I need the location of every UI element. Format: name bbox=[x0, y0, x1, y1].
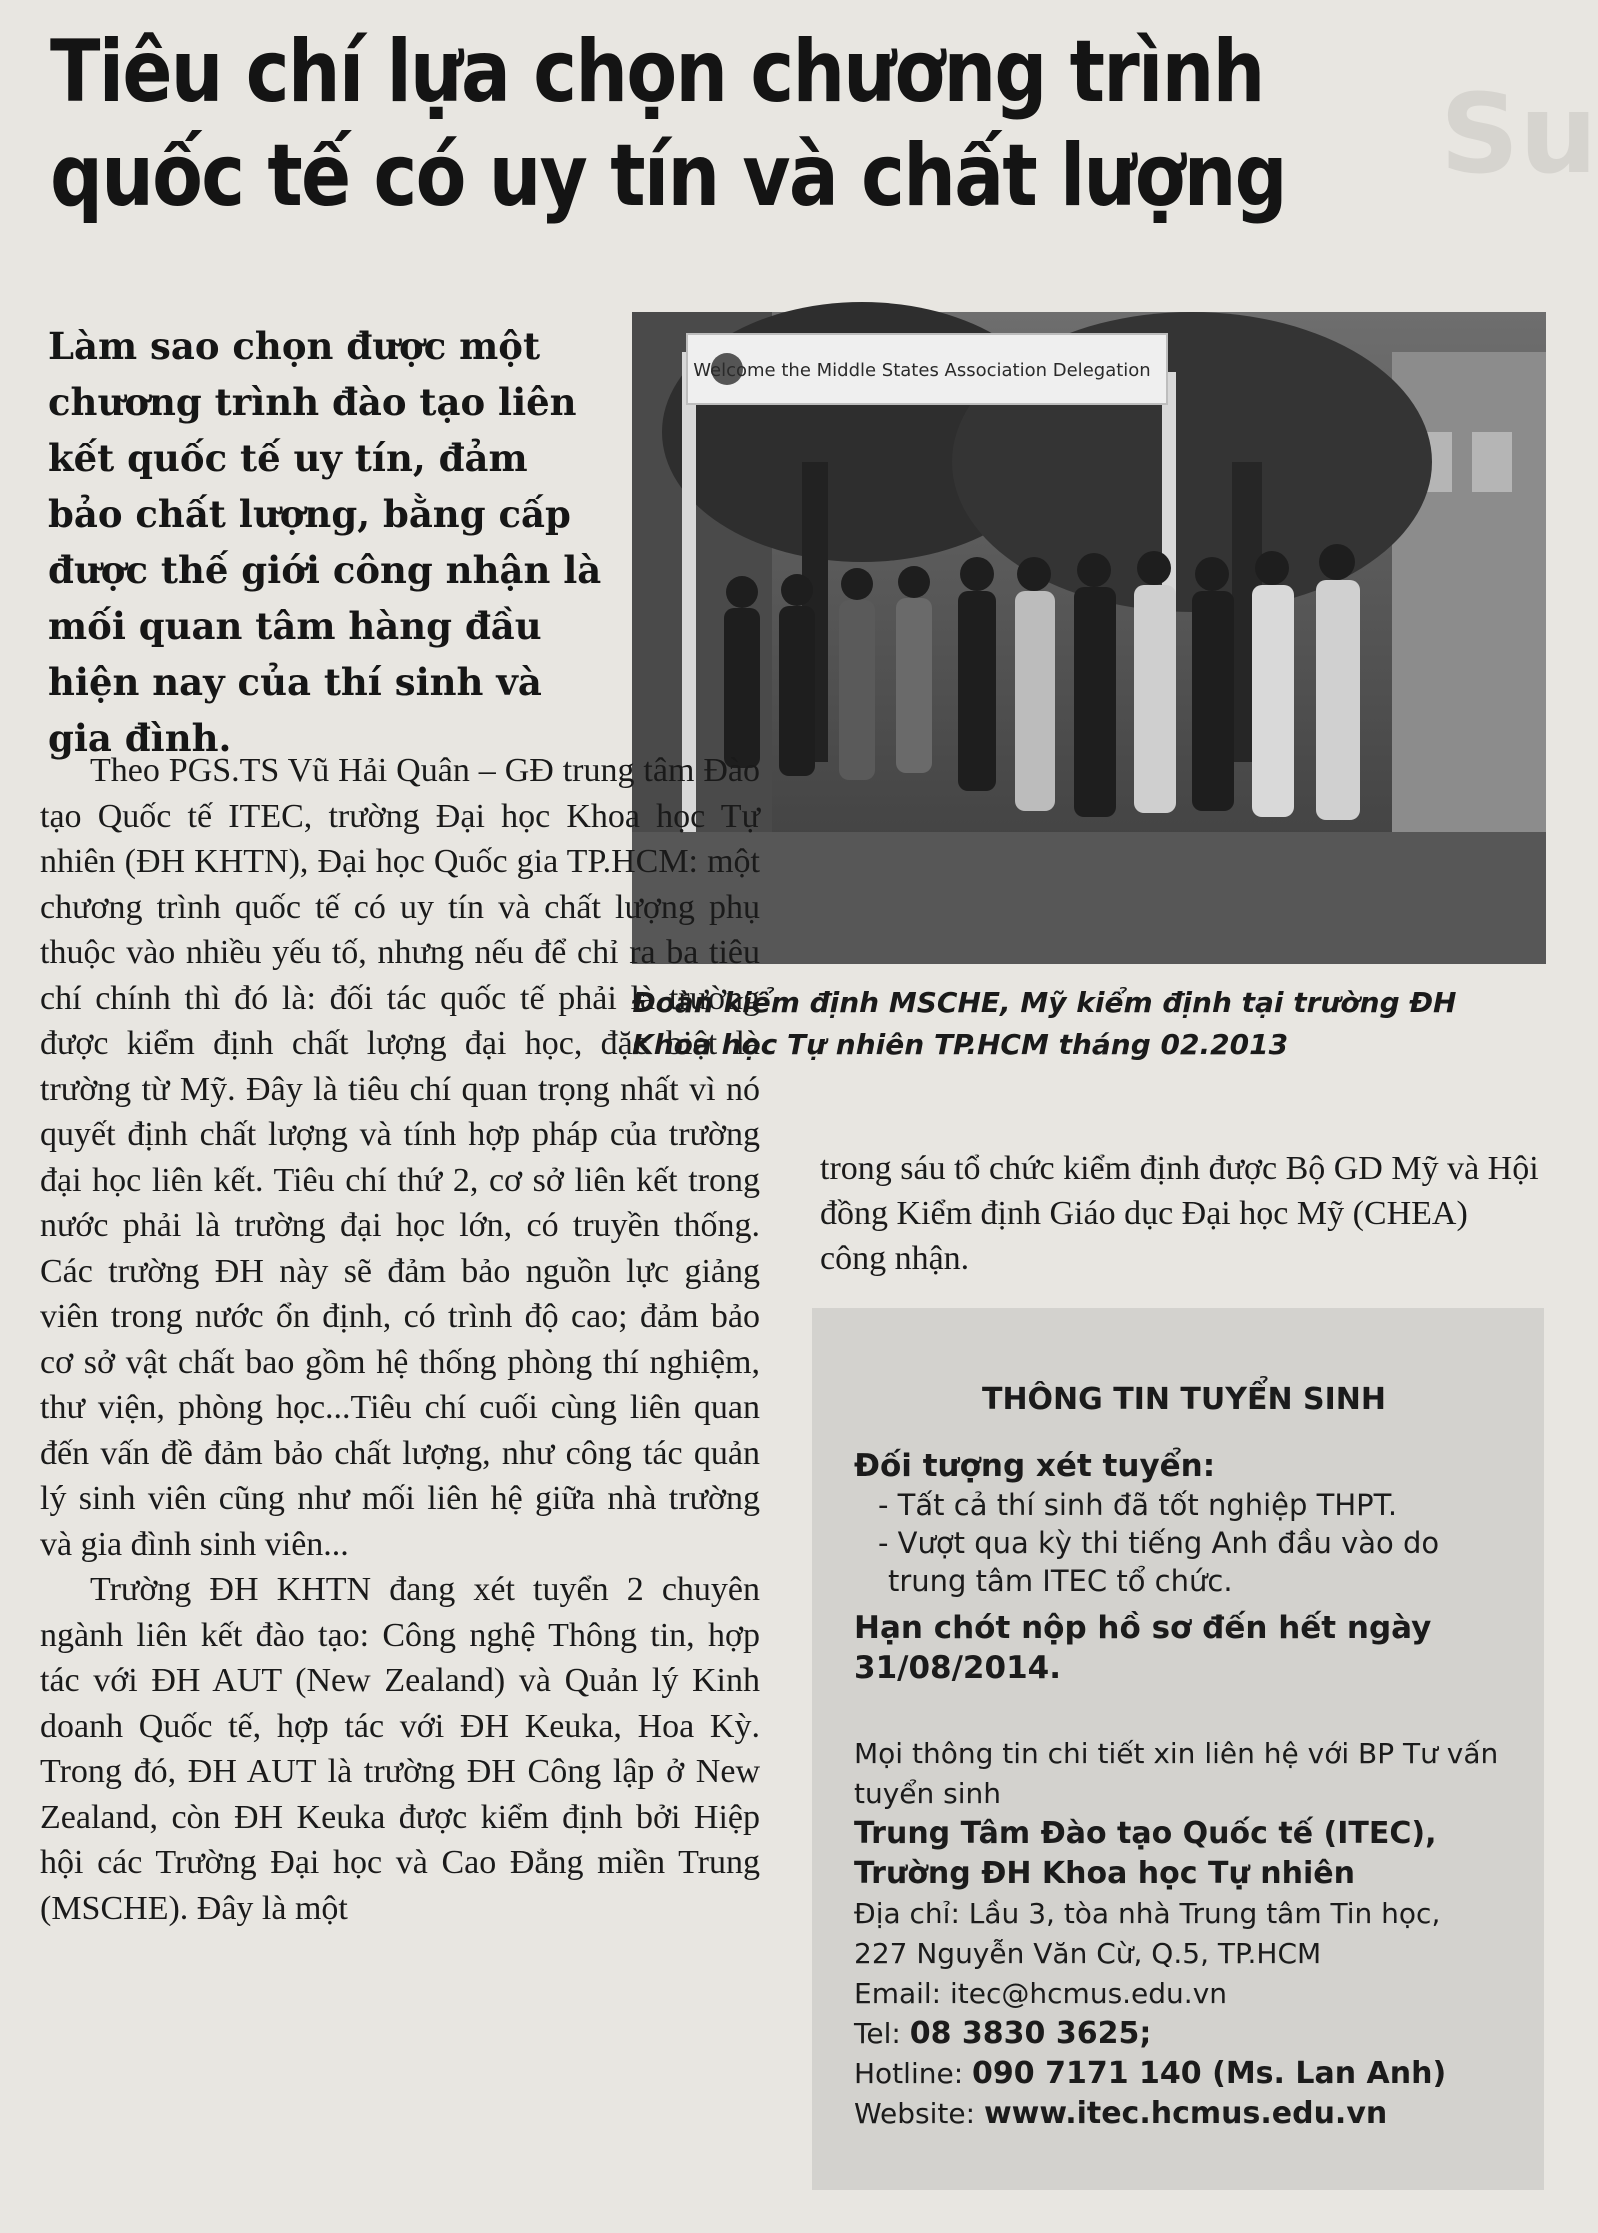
caption-line-1: Đoàn kiểm định MSCHE, Mỹ kiểm định tại trường ĐH bbox=[632, 986, 1457, 1019]
website-label: Website: bbox=[854, 2097, 976, 2130]
application-deadline: Hạn chót nộp hồ sơ đến hết ngày 31/08/2014. bbox=[854, 1610, 1432, 1686]
university-name: Trường ĐH Khoa học Tự nhiên bbox=[854, 1856, 1355, 1891]
bleed-through-text: Su bbox=[1440, 70, 1598, 198]
admissions-info-box bbox=[812, 1308, 1544, 2190]
article-headline bbox=[50, 20, 1314, 228]
tel-label: Tel: bbox=[854, 2017, 901, 2050]
email-value: itec@hcmus.edu.vn bbox=[950, 1977, 1228, 2010]
address-value: Lầu 3, tòa nhà Trung tâm Tin học, bbox=[968, 1897, 1441, 1930]
article-lede: Làm sao chọn được một chương trình đào tạo liên kết quốc tế uy tín, đảm bảo chất lượng, bằng cấp được thế giới công nhận là mối quan tâm hàng đầu hiện nay của thí sinh và gia đình. bbox=[48, 324, 602, 760]
photo-banner-text: Welcome the Middle States Association Delegation bbox=[693, 360, 1151, 381]
tel-value: 08 3830 3625; bbox=[909, 2016, 1152, 2051]
body-paragraph-2: Trường ĐH KHTN đang xét tuyển 2 chuyên ngành liên kết đào tạo: Công nghệ Thông tin, hợp tác với ĐH AUT (New Zealand) và Quản lý Kinh doanh Quốc tế, hợp tác với ĐH Keuka, Hoa Kỳ. Trong đó, ĐH AUT là trường ĐH Công lập ở New Zealand, còn ĐH Keuka được kiểm định bởi Hiệp hội các Trường Đại học và Cao Đẳng miền Trung (MSCHE). Đây là một bbox=[40, 1571, 760, 1927]
address-line-2: 227 Nguyễn Văn Cừ, Q.5, TP.HCM bbox=[854, 1937, 1322, 1970]
email-row bbox=[854, 1974, 1514, 2014]
article-body-continuation bbox=[820, 1146, 1540, 1281]
eligibility-label: Đối tượng xét tuyển: bbox=[854, 1448, 1216, 1484]
email-label: Email: bbox=[854, 1977, 942, 2010]
delegation-photo bbox=[632, 312, 1546, 964]
info-box-title: THÔNG TIN TUYỂN SINH bbox=[981, 1382, 1386, 1417]
body-paragraph-continuation: trong sáu tổ chức kiểm định được Bộ GD Mỹ và Hội đồng Kiểm định Giáo dục Đại học Mỹ (CHEA) công nhận. bbox=[820, 1150, 1539, 1277]
caption-line-2: Khoa học Tự nhiên TP.HCM tháng 02.2013 bbox=[632, 1028, 1289, 1061]
website-value: www.itec.hcmus.edu.vn bbox=[983, 2096, 1388, 2131]
address-row bbox=[854, 1894, 1514, 1934]
website-row bbox=[854, 2094, 1514, 2134]
tel-row bbox=[854, 2014, 1514, 2054]
organization-name: Trung Tâm Đào tạo Quốc tế (ITEC), bbox=[854, 1816, 1437, 1851]
headline-line-1: Tiêu chí lựa chọn chương trình bbox=[50, 22, 1264, 122]
hotline-row bbox=[854, 2054, 1514, 2094]
photo-caption bbox=[632, 982, 1552, 1066]
hotline-value: 090 7171 140 (Ms. Lan Anh) bbox=[972, 2056, 1447, 2091]
eligibility-item: - Vượt qua kỳ thi tiếng Anh đầu vào do trung tâm ITEC tổ chức. bbox=[878, 1526, 1440, 1598]
headline-line-2: quốc tế có uy tín và chất lượng bbox=[50, 126, 1286, 226]
hotline-label: Hotline: bbox=[854, 2057, 964, 2090]
eligibility-item: - Tất cả thí sinh đã tốt nghiệp THPT. bbox=[878, 1488, 1398, 1522]
body-paragraph-1: Theo PGS.TS Vũ Hải Quân – GĐ trung tâm Đào tạo Quốc tế ITEC, trường Đại học Khoa học Tự nhiên (ĐH KHTN), Đại học Quốc gia TP.HCM: một chương trình quốc tế có uy tín và chất lượng phụ thuộc vào nhiều yếu tố, nhưng nếu để chỉ ra ba tiêu chí chính thì đó là: đối tác quốc tế phải là trường được kiểm định chất lượng đại học, đặc biệt là trường từ Mỹ. Đây là tiêu chí quan trọng nhất vì nó quyết định chất lượng và tính hợp pháp của trường đại học liên kết. Tiêu chí thứ 2, cơ sở liên kết trong nước phải là trường đại học lớn, có truyền thống. Các trường ĐH này sẽ đảm bảo nguồn lực giảng viên trong nước ổn định, có trình độ cao; đảm bảo cơ sở vật chất bao gồm hệ thống phòng thí nghiệm, thư viện, phòng học...Tiêu chí cuối cùng liên quan đến vấn đề đảm bảo chất lượng, như công tác quản lý sinh viên cũng như mối liên hệ giữa nhà trường và gia đình sinh viên... bbox=[40, 752, 760, 1563]
address-label: Địa chỉ: bbox=[854, 1897, 960, 1930]
contact-intro: Mọi thông tin chi tiết xin liên hệ với BP Tư vấn tuyển sinh bbox=[854, 1737, 1499, 1810]
article-body-left bbox=[40, 748, 760, 1931]
